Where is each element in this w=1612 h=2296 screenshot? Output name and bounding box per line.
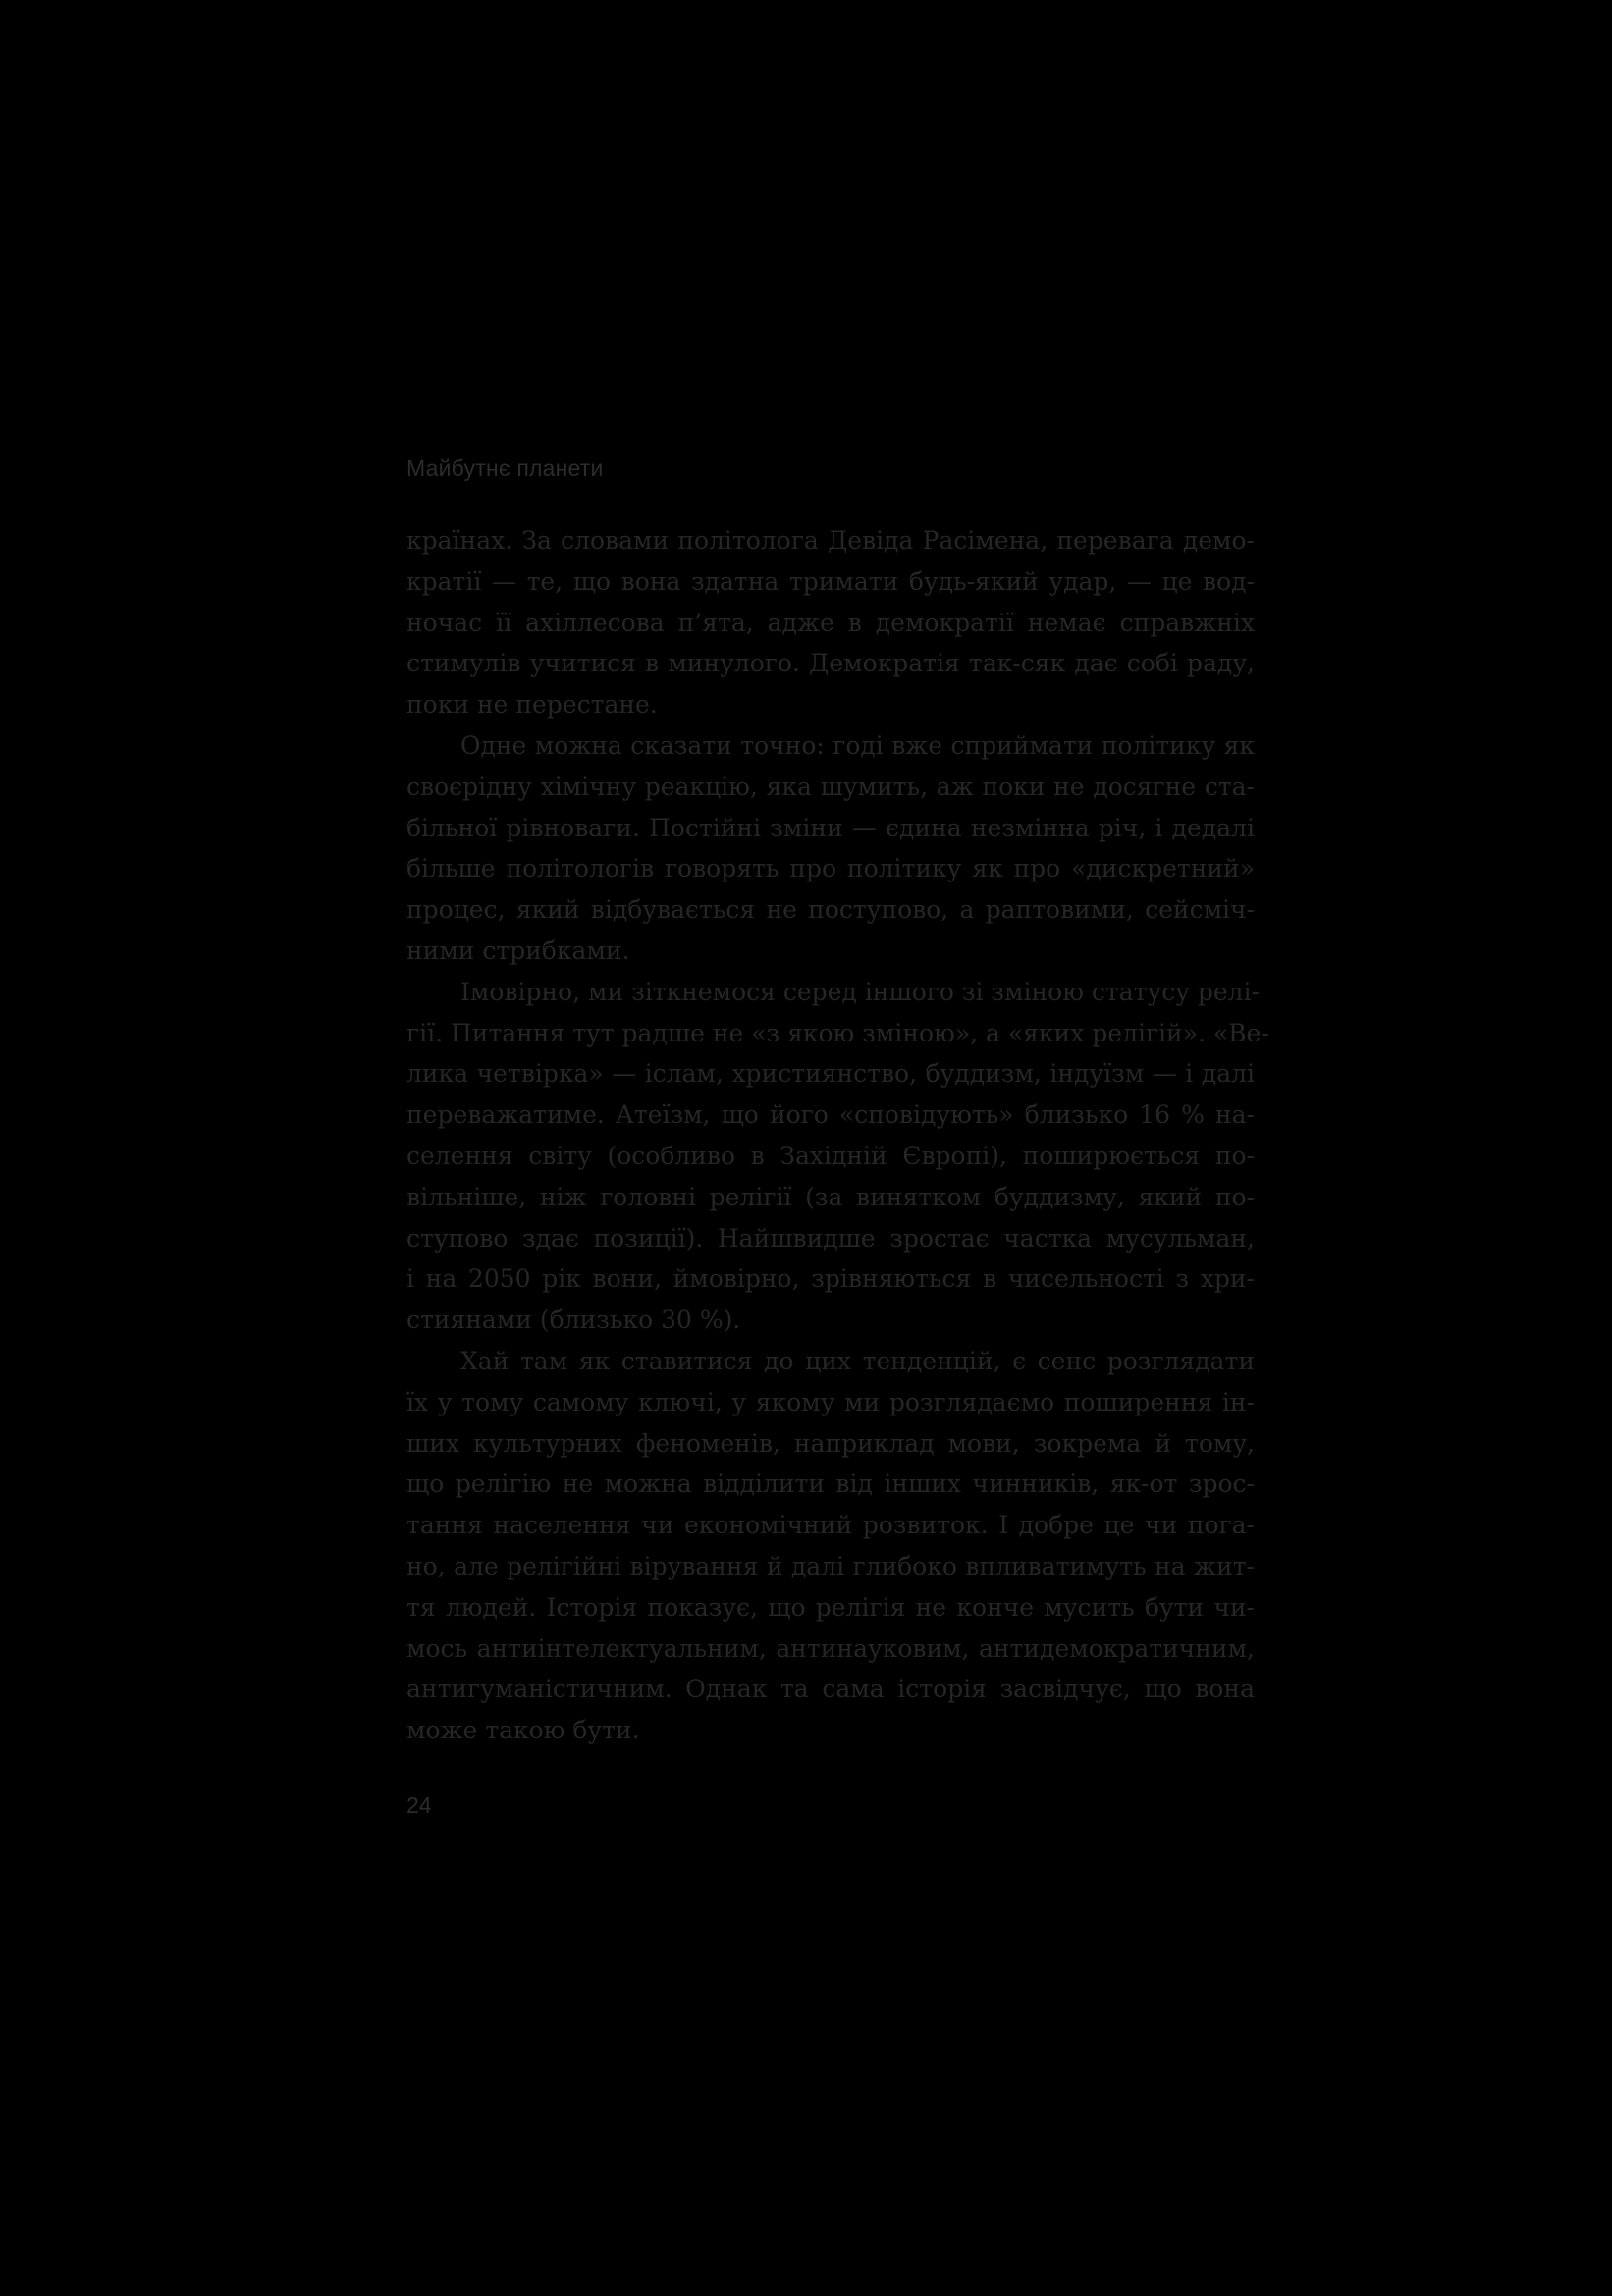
text-line: Одне можна сказати точно: годі вже сприймати політику як — [460, 730, 1255, 760]
text-line: стимулів учитися в минулого. Демократія так-сяк дає собі раду, — [406, 649, 1255, 678]
text-line: стиянами (близько 30 %). — [406, 1306, 741, 1335]
text-line: тання населення чи економічний розвиток. І добре це чи пога- — [406, 1511, 1255, 1540]
running-head: Майбутнє планети — [406, 455, 604, 481]
text-line: поки не перестане. — [406, 690, 658, 720]
text-line: ших культурних феноменів, наприклад мови, зокрема й тому, — [406, 1428, 1255, 1458]
text-line: вільніше, ніж головні релігії (за винятком буддизму, який по- — [406, 1182, 1255, 1211]
text-line: лика четвірка» — іслам, християнство, буддизм, індуїзм — і далі — [406, 1059, 1255, 1089]
text-line: Імовірно, ми зіткнемося серед іншого зі зміною статусу релі- — [460, 977, 1260, 1006]
text-line: тя людей. Історія показує, що релігія не конче мусить бути чи- — [406, 1592, 1255, 1622]
text-line: що релігію не можна відділити від інших чинників, як-от зрос- — [406, 1469, 1255, 1499]
text-line: більше політологів говорять про політику як про «дискретний» — [406, 854, 1255, 883]
text-line: кратії — те, що вона здатна тримати будь-який удар, — це вод- — [406, 566, 1255, 596]
text-line: ночас її ахіллесова п’ята, адже в демократії немає справжніх — [406, 608, 1255, 637]
page-number: 24 — [406, 1792, 432, 1818]
text-line: гії. Питання тут радше не «з якою зміною», а «яких релігій». «Ве- — [406, 1018, 1269, 1047]
text-line: ступово здає позиції). Найшвидше зростає частка мусульман, — [406, 1223, 1255, 1253]
text-line: ними стрибками. — [406, 935, 630, 965]
text-line: може такою бути. — [406, 1716, 640, 1745]
text-line: мось антиінтелектуальним, антинауковим, антидемократичним, — [406, 1633, 1255, 1663]
body-text — [406, 520, 1269, 1751]
text-line: більної рівноваги. Постійні зміни — єдина незмінна річ, і дедалі — [406, 813, 1255, 842]
text-line: антигуманістичним. Однак та сама історія засвідчує, що вона — [406, 1675, 1255, 1704]
text-line: но, але релігійні вірування й далі глибоко впливатимуть на жит- — [406, 1551, 1255, 1580]
text-line: селення світу (особливо в Західній Європі), поширюється по- — [406, 1141, 1255, 1170]
text-line: їх у тому самому ключі, у якому ми розглядаємо поширення ін- — [406, 1387, 1255, 1416]
text-line: і на 2050 рік вони, ймовірно, зрівняються в чисельності з хри- — [406, 1264, 1255, 1294]
text-line: процес, який відбувається не поступово, а раптовими, сейсміч- — [406, 895, 1255, 925]
text-line: переважатиме. Атеїзм, що його «сповідують» близько 16 % на- — [406, 1100, 1255, 1130]
text-line: Хай там як ставитися до цих тенденцій, є сенс розглядати — [460, 1346, 1255, 1375]
text-line: своєрідну хімічну реакцію, яка шумить, аж поки не досягне ста- — [406, 772, 1255, 801]
text-line: країнах. За словами політолога Девіда Расімена, перевага демо- — [406, 526, 1255, 555]
